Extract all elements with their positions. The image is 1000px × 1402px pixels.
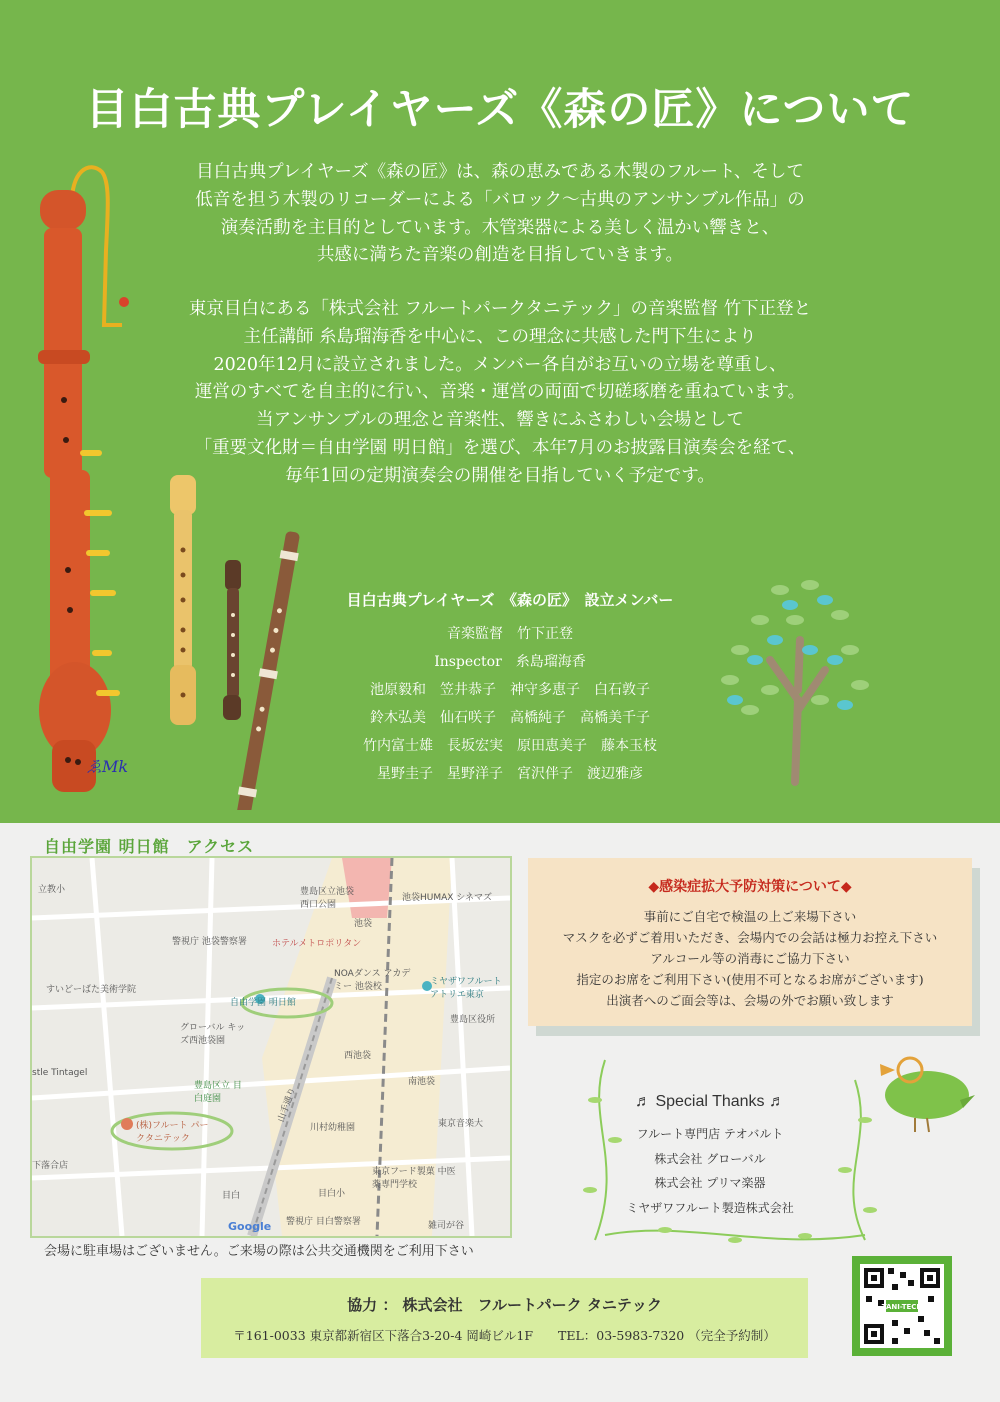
- thanks-item: ミヤザワフルート製造株式会社: [626, 1200, 794, 1215]
- map-label-school: 立教小: [38, 885, 66, 895]
- covid-title: ◆感染症拡大予防対策について◆: [648, 879, 852, 895]
- about-line: 主任講師 糸島瑠海香を中心に、この理念に共感した門下生により: [243, 326, 757, 347]
- cooperation-box: [201, 1278, 808, 1358]
- map-label-tokyo-food: 東京フード製菓 中医薬専門学校: [372, 1167, 456, 1190]
- bird-icon: [880, 1058, 975, 1132]
- covid-line: アルコール等の消毒にご協力下さい: [650, 951, 850, 966]
- intro-line: 演奏活動を主目的としています。木管楽器による美しく温かい響きと、: [220, 217, 780, 238]
- map-label-ikebukuro: 池袋: [354, 919, 373, 929]
- map-label-mejiro-police: 警視庁 目白警察署: [286, 1217, 361, 1227]
- map-label-mejiro-garden: 豊島区立 目白庭園: [194, 1081, 242, 1104]
- recorder-illustration: [30, 150, 300, 810]
- map-label-mejiro-elementary: 目白小: [318, 1189, 346, 1199]
- map-label-global: グローバル キッズ西池袋園: [180, 1023, 246, 1046]
- covid-measures-box: [528, 858, 972, 1026]
- thanks-item: フルート専門店 テオバルト: [636, 1127, 784, 1141]
- map-label-ward-office: 豊島区役所: [450, 1015, 496, 1025]
- covid-line: 出演者へのご面会等は、会場の外でお願い致します: [606, 993, 894, 1008]
- map-label-keisatsu: 警視庁 池袋警察署: [172, 937, 247, 947]
- qr-label: TANI-TECH: [881, 1303, 923, 1311]
- map-label-mejiro-station: 目白: [222, 1191, 241, 1201]
- about-line: 2020年12月に設立されました。メンバー各自がお互いの立場を尊重し、: [213, 354, 787, 375]
- map-label-humax: 池袋HUMAX シネマズ: [402, 893, 493, 903]
- access-heading: 自由学園 明日館 アクセス: [44, 837, 255, 856]
- map-label-music-university: 東京音楽大: [438, 1119, 484, 1129]
- map-label-yamate-dori: 山手通り: [276, 1086, 299, 1124]
- map-label-minamiikebukuro: 南池袋: [408, 1077, 436, 1087]
- map-label-park: 豊島区立池袋 西口公園: [300, 887, 355, 910]
- about-line: 「重要文化財＝自由学園 明日館」を選び、本年7月のお披露目演奏会を経て、: [194, 437, 806, 458]
- map-label-tintagel: stle Tintagel: [32, 1068, 88, 1078]
- qr-code[interactable]: [852, 1256, 952, 1356]
- member-row: 鈴木弘美 仙石咲子 高橋純子 高橋美千子: [370, 710, 650, 726]
- about-line: 東京目白にある「株式会社 フルートパークタニテック」の音楽監督 竹下正登と: [188, 299, 812, 319]
- google-logo: Google: [228, 1220, 272, 1233]
- special-thanks-list: [600, 1122, 820, 1220]
- tree-illustration: [700, 560, 880, 790]
- map-label-museum: すいどーばた美術学院: [46, 985, 137, 995]
- map-label-kawamura: 川村幼稚園: [310, 1123, 356, 1133]
- parking-note: 会場に駐車場はございません。ご来場の際は公共交通機関をご利用下さい: [44, 1244, 474, 1259]
- member-row: 音楽監督 竹下正登: [447, 626, 573, 642]
- cooperation-title: 協力 ： 株式会社 フルートパーク タニテック: [347, 1296, 662, 1314]
- cooperation-address: 〒161-0033 東京都新宿区下落合3-20-4 岡崎ビル1F TEL：03-5983-7320 （完全予約制）: [233, 1328, 776, 1343]
- member-row: 星野圭子 星野洋子 宮沢伴子 渡辺雅彦: [377, 766, 643, 782]
- intro-line: 目白古典プレイヤーズ《森の匠》は、森の恵みである木製のフルート、そして: [196, 162, 804, 182]
- map-label-miyazawa: ミヤザワフルート アトリエ東京: [430, 977, 502, 1000]
- covid-lines: [528, 906, 972, 1011]
- access-map[interactable]: [30, 856, 512, 1238]
- map-label-myonichikan: 自由学園 明日館: [230, 998, 296, 1008]
- page-title: 目白古典プレイヤーズ《森の匠》について: [85, 85, 915, 135]
- members-list: [300, 620, 720, 788]
- covid-line: マスクを必ずご着用いただき、会場内での会話は極力お控え下さい: [562, 930, 938, 945]
- covid-line: 事前にご自宅で検温の上ご来場下さい: [643, 909, 857, 924]
- intro-line: 低音を担う木製のリコーダーによる「バロック〜古典のアンサンブル作品」の: [195, 189, 805, 210]
- map-label-shimoochiai: 下落合店: [32, 1161, 69, 1171]
- member-row: Inspector 糸島瑠海香: [434, 654, 586, 670]
- map-label-nishiikebukuro: 西池袋: [344, 1051, 372, 1061]
- map-label-flutepark: (株)フルート パークタニテック: [136, 1121, 209, 1144]
- special-thanks-heading: ♬ Special Thanks ♬: [635, 1093, 785, 1110]
- member-row: 池原毅和 笠井恭子 神守多恵子 白石敦子: [370, 682, 650, 698]
- about-line: 当アンサンブルの理念と音楽性、響きにふさわしい会場として: [256, 410, 744, 431]
- members-heading: 目白古典プレイヤーズ 《森の匠》 設立メンバー: [346, 591, 674, 609]
- intro-line: 共感に満ちた音楽の創造を目指していきます。: [316, 245, 684, 266]
- covid-line: 指定のお席をご利用下さい(使用不可となるお席がございます): [576, 972, 924, 987]
- about-line: 毎年1回の定期演奏会の開催を目指していく予定です。: [285, 465, 715, 486]
- thanks-item: 株式会社 グローバル: [654, 1151, 766, 1166]
- about-line: 運営のすべてを自主的に行い、音楽・運営の両面で切磋琢磨を重ねています。: [194, 382, 806, 403]
- map-label-hotel: ホテルメトロポリタン: [272, 939, 362, 949]
- thanks-item: 株式会社 プリマ楽器: [654, 1176, 766, 1190]
- map-label-noa: NOAダンス アカデミー 池袋校: [334, 969, 411, 992]
- map-label-zoshigaya: 雑司が谷: [428, 1221, 465, 1231]
- artist-signature: ゑMk: [86, 757, 129, 776]
- member-row: 竹内富士雄 長坂宏実 原田恵美子 藤本玉枝: [363, 738, 657, 754]
- qr-code-icon: [852, 1256, 952, 1356]
